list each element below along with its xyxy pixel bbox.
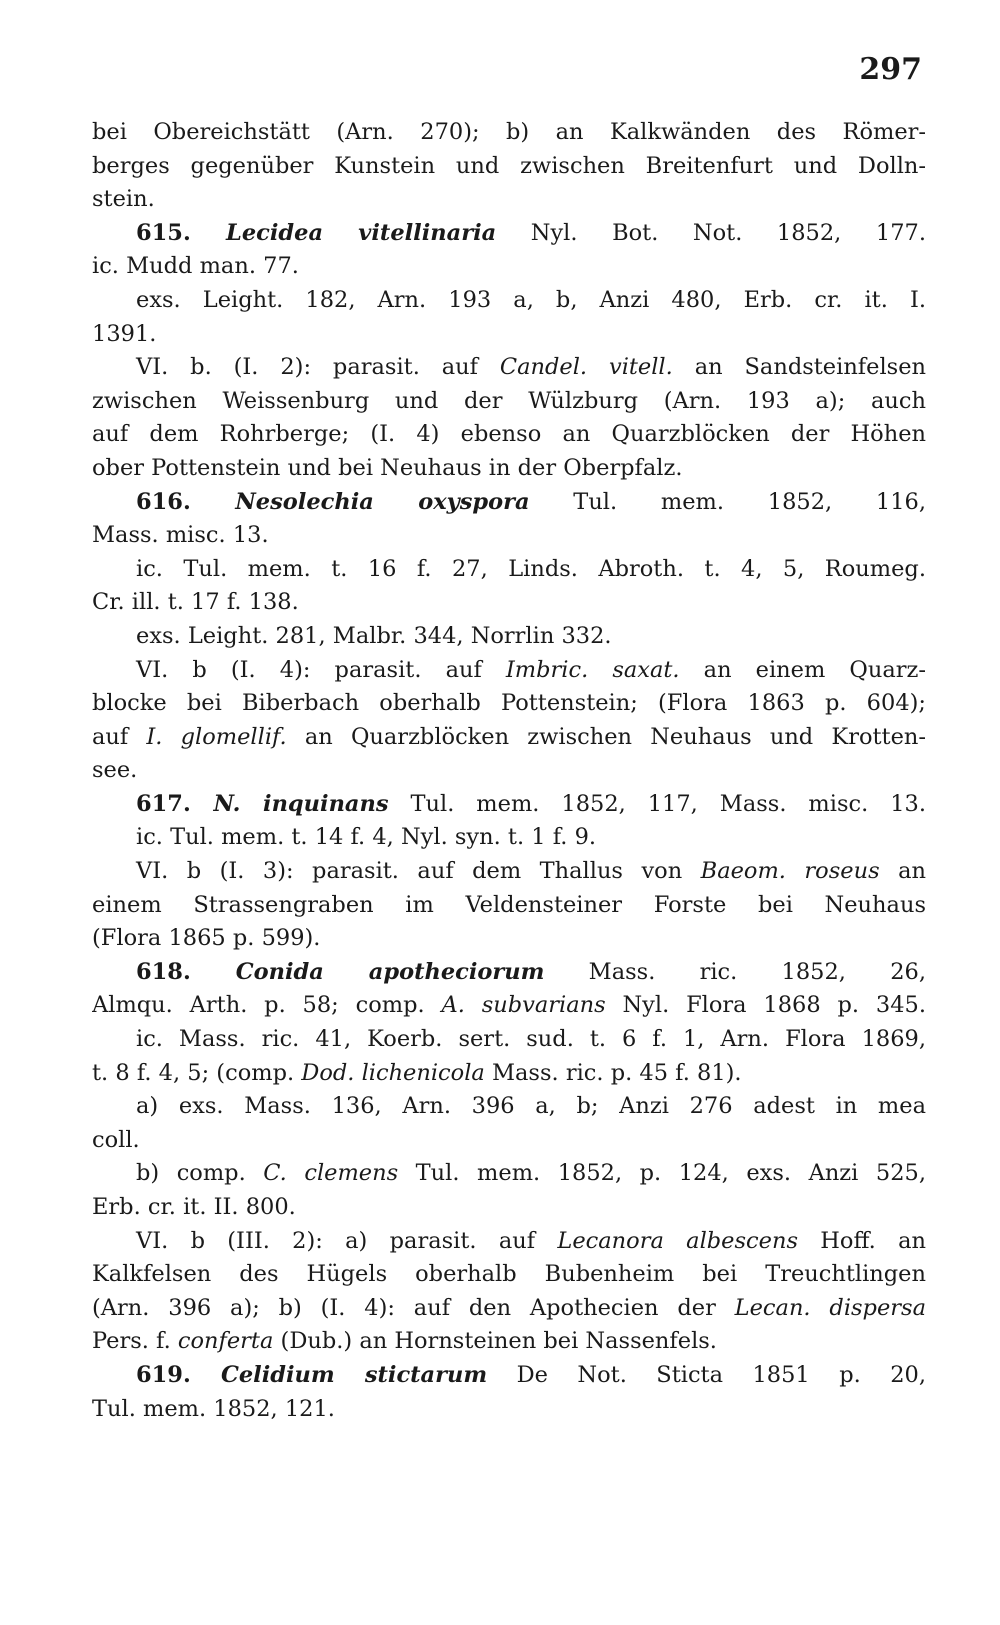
line-text: 1391. (92, 320, 157, 347)
italic-taxon: Baeom. roseus (700, 858, 880, 885)
line-text: VI. b (III. 2): a) parasit. auf (136, 1227, 558, 1254)
text-line (92, 821, 926, 855)
line-text: stein. (92, 186, 155, 213)
text-line (92, 486, 926, 520)
line-text: ober Pottenstein und bei Neuhaus in der Oberpfalz. (92, 454, 683, 481)
line-text: berges gegenüber Kunstein und zwischen Breitenfurt und Dolln- (92, 152, 926, 179)
line-text: Nyl. Bot. Not. 1852, 177. (496, 219, 926, 246)
text-line (92, 217, 926, 251)
line-text: zwischen Weissenburg und der Wülzburg (Arn. 193 a); auch (92, 387, 926, 414)
line-text: VI. b (I. 3): parasit. auf dem Thallus von (136, 858, 701, 885)
text-line (92, 1157, 926, 1191)
italic-taxon: A. subvarians (441, 992, 606, 1019)
text-line (92, 385, 926, 419)
italic-taxon: C. clemens (263, 1160, 399, 1187)
line-text: (Flora 1865 p. 599). (92, 925, 321, 952)
line-text: coll. (92, 1126, 140, 1153)
line-text: einem Strassengraben im Veldensteiner Forste bei Neuhaus (92, 891, 926, 918)
italic-taxon: Imbric. saxat. (505, 656, 680, 683)
text-line (92, 989, 926, 1023)
line-text: b) comp. (136, 1160, 264, 1187)
text-line (92, 1359, 926, 1393)
entry-number: 615. (136, 219, 227, 246)
text-line (92, 318, 926, 352)
line-text: bei Obereichstätt (Arn. 270); b) an Kalkwänden des Römer- (92, 119, 926, 145)
line-text: ic. Mass. ric. 41, Koerb. sert. sud. t. 6 f. 1, Arn. Flora 1869, (136, 1026, 926, 1053)
text-line (92, 754, 926, 788)
line-text: VI. b (I. 4): parasit. auf (136, 656, 506, 683)
italic-taxon: Lecan. dispersa (734, 1294, 926, 1321)
text-line (92, 1090, 926, 1124)
text-line (92, 452, 926, 486)
text-line (92, 1191, 926, 1225)
text-line (92, 418, 926, 452)
line-text: Pers. f. (92, 1328, 178, 1355)
text-line (92, 1258, 926, 1292)
line-text: Almqu. Arth. p. 58; comp. (92, 992, 442, 1019)
italic-taxon: conferta (177, 1328, 274, 1355)
line-text: Cr. ill. t. 17 f. 138. (92, 589, 299, 616)
line-text: Nyl. Flora 1868 p. 345. (605, 992, 926, 1019)
text-line (92, 553, 926, 587)
entry-number: 616. (136, 488, 236, 515)
entry-number: 619. (136, 1361, 221, 1388)
text-line (92, 150, 926, 184)
text-line (92, 654, 926, 688)
species-name: Celidium stictarum (220, 1361, 488, 1388)
italic-taxon: Candel. vitell. (499, 354, 673, 381)
line-text: VI. b. (I. 2): parasit. auf (136, 354, 500, 381)
line-text: Tul. mem. 1852, 121. (92, 1395, 335, 1422)
line-text: auf dem Rohrberge; (I. 4) ebenso an Quarzblöcken der Höhen (92, 421, 926, 448)
species-name: Nesolechia oxyspora (235, 488, 530, 515)
italic-taxon: Dod. lichenicola (301, 1059, 485, 1086)
line-text: Kalkfelsen des Hügels oberhalb Bubenheim bei Treuchtlingen (92, 1261, 926, 1288)
page-number: 297 (859, 52, 922, 87)
text-line (92, 284, 926, 318)
text-line (92, 620, 926, 654)
text-line (92, 183, 926, 217)
text-line (92, 855, 926, 889)
entry-number: 618. (136, 958, 236, 985)
line-text: exs. Leight. 281, Malbr. 344, Norrlin 332. (136, 622, 612, 649)
line-text: ic. Tul. mem. t. 16 f. 27, Linds. Abroth. t. 4, 5, Roumeg. (136, 555, 926, 582)
line-text: ic. Mudd man. 77. (92, 253, 299, 280)
line-text: an (879, 858, 926, 885)
text-line (92, 519, 926, 553)
line-text: Hoff. an (798, 1227, 926, 1254)
page-body (92, 116, 926, 1426)
species-name: N. inquinans (213, 790, 389, 817)
line-text: Tul. mem. 1852, p. 124, exs. Anzi 525, (398, 1160, 926, 1187)
line-text: an Quarzblöcken zwischen Neuhaus und Krotten- (286, 723, 926, 750)
line-text: t. 8 f. 4, 5; (comp. (92, 1059, 302, 1086)
text-line (92, 687, 926, 721)
line-text: (Arn. 396 a); b) (I. 4): auf den Apothecien der (92, 1294, 735, 1321)
text-line (92, 1124, 926, 1158)
text-line (92, 956, 926, 990)
text-line (92, 351, 926, 385)
line-text: exs. Leight. 182, Arn. 193 a, b, Anzi 480, Erb. cr. it. I. (136, 286, 926, 313)
text-line (92, 1225, 926, 1259)
line-text: auf (92, 723, 147, 750)
text-line (92, 889, 926, 923)
text-line (92, 1057, 926, 1091)
line-text: De Not. Sticta 1851 p. 20, (487, 1361, 926, 1388)
line-text: Erb. cr. it. II. 800. (92, 1194, 296, 1220)
line-text: Mass. misc. 13. (92, 522, 269, 549)
line-text: Tul. mem. 1852, 117, Mass. misc. 13. (388, 790, 926, 817)
italic-taxon: Lecanora albescens (557, 1227, 798, 1254)
text-line (92, 922, 926, 956)
text-line (92, 1393, 926, 1427)
line-text: blocke bei Biberbach oberhalb Pottenstein; (Flora 1863 p. 604); (92, 690, 926, 717)
text-line (92, 1325, 926, 1359)
text-line (92, 250, 926, 284)
line-text: ic. Tul. mem. t. 14 f. 4, Nyl. syn. t. 1 f. 9. (136, 824, 597, 851)
species-name: Lecidea vitellinaria (226, 219, 497, 246)
text-line (92, 116, 926, 150)
line-text: an einem Quarz- (679, 656, 926, 683)
line-text: a) exs. Mass. 136, Arn. 396 a, b; Anzi 276 adest in mea (136, 1093, 926, 1120)
text-line (92, 721, 926, 755)
line-text: see. (92, 757, 138, 784)
italic-taxon: I. glomellif. (146, 723, 287, 750)
line-text: Tul. mem. 1852, 116, (529, 488, 926, 515)
line-text: Mass. ric. p. 45 f. 81). (484, 1059, 742, 1086)
text-line (92, 586, 926, 620)
species-name: Conida apotheciorum (235, 958, 545, 985)
line-text: an Sandsteinfelsen (672, 354, 926, 381)
line-text: (Dub.) an Hornsteinen bei Nassenfels. (273, 1328, 717, 1355)
text-line (92, 1023, 926, 1057)
entry-number: 617. (136, 790, 214, 817)
line-text: Mass. ric. 1852, 26, (544, 958, 926, 985)
text-line (92, 1292, 926, 1326)
text-line (92, 788, 926, 822)
